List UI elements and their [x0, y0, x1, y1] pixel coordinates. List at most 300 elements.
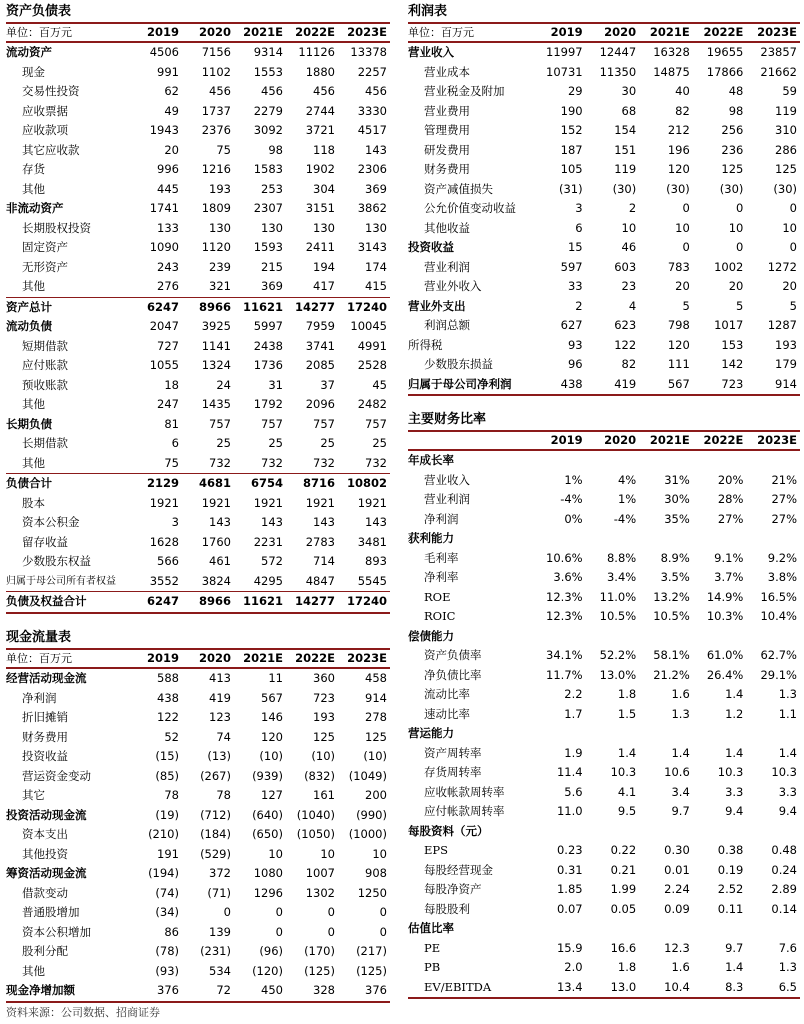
- income-row-label: 利润总额: [424, 318, 470, 332]
- balance-row: [6, 42, 390, 63]
- cashflow-year-header: 2023E: [338, 649, 390, 668]
- ratios-row: [408, 744, 800, 764]
- cashflow-row-value: 914: [365, 690, 387, 705]
- balance-row: [6, 356, 390, 376]
- balance-row-value: 3092: [253, 123, 283, 137]
- income-row: [408, 102, 800, 122]
- ratios-row: [408, 568, 800, 588]
- cashflow-row-value: 10: [372, 846, 387, 861]
- income-row-value: 0: [682, 201, 690, 215]
- ratios-row-value: 11.0: [556, 804, 583, 818]
- ratios-row-value: 0.09: [664, 901, 690, 916]
- balance-year-header: 2023E: [338, 23, 390, 42]
- balance-row-value: 194: [313, 259, 335, 274]
- cashflow-row-value: (10): [311, 749, 335, 763]
- income-row-value: 723: [693, 375, 747, 396]
- income-row-value: 10: [728, 220, 744, 235]
- income-row-value: 98: [728, 103, 744, 118]
- balance-row-label: 少数股东权益: [22, 554, 91, 568]
- income-row-value: 5: [736, 298, 744, 313]
- balance-row-value: 2376: [201, 123, 231, 137]
- cashflow-row-label: 借款变动: [22, 885, 68, 900]
- income-row-label: 所得税: [408, 337, 443, 352]
- balance-row-value: 4681: [182, 474, 234, 494]
- balance-row-label: 现金: [22, 64, 45, 79]
- ratios-row-value: 9.7: [725, 940, 744, 955]
- cashflow-row-value: 1007: [305, 866, 335, 880]
- income-row: [408, 160, 800, 180]
- cashflow-row-value: 1296: [253, 885, 283, 900]
- ratios-row: [408, 861, 800, 881]
- balance-row-value: 1216: [201, 162, 231, 176]
- balance-row-value: 11126: [298, 45, 335, 59]
- ratios-row-label: 资产周转率: [424, 745, 482, 760]
- balance-row-value: 732: [261, 455, 283, 470]
- ratios-row-value: 0.05: [610, 901, 637, 916]
- ratios-row-value: 1.4: [617, 745, 637, 760]
- income-year-header: 2021E: [639, 23, 693, 42]
- ratios-group-label: 营运能力: [408, 726, 454, 740]
- ratios-row: [408, 939, 800, 959]
- cashflow-row-value: 1080: [253, 866, 283, 880]
- cash-flow-panel: [6, 628, 390, 1003]
- income-row: [408, 199, 800, 219]
- balance-row-label: 存货: [22, 162, 45, 176]
- cashflow-row-value: (231): [200, 944, 231, 958]
- balance-row-value: 1102: [201, 64, 231, 79]
- income-statement-panel: [408, 2, 800, 396]
- balance-unit-label: 单位：百万元: [6, 23, 130, 42]
- cashflow-row-value: (13): [207, 749, 231, 763]
- income-row-value: 82: [621, 357, 637, 371]
- income-row-label: 归属于母公司净利润: [408, 375, 532, 396]
- balance-row-value: 2047: [149, 319, 179, 333]
- balance-row-value: 415: [365, 279, 387, 293]
- cashflow-row-value: (990): [356, 807, 387, 822]
- balance-row: [6, 395, 390, 415]
- balance-row-value: 98: [268, 142, 283, 157]
- balance-row-label: 其他: [22, 397, 45, 411]
- balance-row-value: 456: [313, 84, 335, 98]
- cashflow-row-value: 52: [164, 729, 179, 744]
- income-year-header: 2019: [532, 23, 586, 42]
- income-row-value: 603: [614, 259, 637, 274]
- balance-row-label: 负债合计: [6, 474, 130, 494]
- income-row-value: 14875: [653, 64, 690, 79]
- balance-row-value: 11621: [234, 592, 286, 613]
- ratios-row-value: 1.4: [778, 745, 797, 760]
- ratios-row-value: 61.0%: [706, 648, 744, 662]
- ratios-table: [408, 430, 800, 999]
- ratios-row-value: 10.6: [664, 765, 690, 779]
- cashflow-row-value: 200: [365, 788, 387, 802]
- balance-row: [6, 82, 390, 102]
- balance-row-label: 无形资产: [22, 259, 68, 274]
- balance-row-value: 3862: [357, 201, 387, 215]
- ratios-row-value: 58.1%: [653, 648, 690, 662]
- ratios-header-row: [408, 431, 800, 450]
- income-row-value: 40: [675, 84, 690, 98]
- cashflow-row-value: 120: [261, 729, 283, 744]
- balance-row-value: 276: [157, 279, 179, 293]
- balance-row-value: 3824: [201, 573, 231, 588]
- ratios-row-value: 2.89: [771, 882, 797, 896]
- balance-row-value: 193: [209, 181, 231, 196]
- balance-row-value: 7156: [201, 45, 231, 59]
- balance-row: [6, 415, 390, 435]
- income-row-label: 营业成本: [424, 64, 470, 79]
- income-row-value: 10731: [546, 64, 583, 79]
- income-row-value: 1287: [767, 318, 797, 332]
- ratios-row-value: 0.22: [610, 843, 637, 857]
- income-row-value: 187: [560, 142, 583, 157]
- cashflow-row: [6, 884, 390, 904]
- income-row-value: 6: [575, 220, 583, 235]
- balance-row-value: 714: [313, 554, 335, 568]
- ratios-row-value: 7.6: [778, 940, 797, 955]
- cashflow-unit-label: 单位：百万元: [6, 649, 130, 668]
- balance-row-value: 2411: [305, 240, 335, 254]
- income-row-value: 1002: [714, 259, 744, 274]
- cashflow-row-value: (71): [207, 885, 231, 900]
- cashflow-row-value: 78: [164, 788, 179, 802]
- income-row: [408, 336, 800, 356]
- ratios-group-row: [408, 450, 800, 471]
- cashflow-row-value: (184): [200, 827, 231, 841]
- balance-row-value: 49: [164, 103, 179, 118]
- cashflow-header-row: [6, 649, 390, 668]
- balance-row-value: 2085: [305, 358, 335, 372]
- ratios-year-header: 2023E: [746, 431, 800, 450]
- balance-row-value: 3552: [149, 573, 179, 588]
- income-row-label: 其他收益: [424, 220, 470, 235]
- cashflow-row-value: 534: [209, 963, 231, 978]
- balance-row-value: 5997: [253, 319, 283, 333]
- cashflow-row-label: 筹资活动现金流: [6, 866, 87, 880]
- income-row-value: 15: [567, 240, 583, 254]
- ratios-row-value: 10.4: [639, 978, 693, 999]
- cash-flow-title: 现金流量表: [6, 630, 72, 645]
- cashflow-row: [6, 668, 390, 689]
- ratios-row-value: 12.3%: [546, 609, 583, 623]
- balance-row-value: 2257: [357, 64, 387, 79]
- balance-row: [6, 238, 390, 258]
- balance-row-value: 17240: [338, 297, 390, 317]
- balance-row-value: 143: [365, 142, 387, 157]
- ratios-row-value: 10.3: [610, 765, 637, 779]
- income-row-value: 20: [675, 279, 690, 293]
- balance-row-value: 6247: [130, 297, 182, 317]
- cashflow-row: [6, 903, 390, 923]
- ratios-year-header: 2019: [532, 431, 586, 450]
- ratios-row-value: 20%: [717, 472, 744, 487]
- ratios-row-value: 1%: [617, 492, 637, 506]
- ratios-row-label: 速动比率: [424, 706, 470, 721]
- ratios-row-label: 净利率: [424, 570, 459, 584]
- income-row-value: 46: [621, 240, 637, 254]
- ratios-row-value: 4%: [617, 472, 637, 487]
- ratios-row: [408, 549, 800, 569]
- balance-row-value: 11621: [234, 297, 286, 317]
- cashflow-row-value: (210): [148, 827, 179, 841]
- balance-header-row: [6, 23, 390, 42]
- ratios-row: [408, 900, 800, 920]
- ratios-row-value: 1.3: [778, 687, 797, 701]
- income-row-value: 1017: [714, 318, 744, 332]
- ratios-row-value: 6.5: [746, 978, 800, 999]
- income-row-value: 125: [721, 162, 744, 176]
- ratios-row-value: 9.5: [617, 804, 637, 818]
- ratios-row-value: 9.1%: [714, 550, 744, 565]
- ratios-group-label: 获利能力: [408, 531, 454, 545]
- ratios-row: [408, 802, 800, 822]
- cashflow-row-value: (120): [252, 963, 283, 978]
- cashflow-row: [6, 864, 390, 884]
- cashflow-row-value: 193: [313, 710, 335, 724]
- balance-row-label: 资本公积金: [22, 515, 80, 529]
- cashflow-row-value: (93): [155, 963, 179, 978]
- income-row-label: 营业利润: [424, 259, 470, 274]
- balance-row-value: 75: [216, 142, 231, 157]
- ratios-row-value: 27%: [717, 511, 744, 526]
- ratios-row-value: 1.85: [556, 882, 583, 896]
- ratios-year-header: 2020: [586, 431, 640, 450]
- ratios-row-value: -4%: [560, 492, 583, 506]
- balance-row-value: 732: [209, 455, 231, 470]
- income-row-value: 597: [560, 259, 583, 274]
- ratios-year-header: 2021E: [639, 431, 693, 450]
- income-row-value: 151: [614, 142, 637, 157]
- balance-row-label: 非流动资产: [6, 201, 64, 215]
- balance-row: [6, 63, 390, 83]
- ratios-row-value: 1.5: [617, 706, 637, 721]
- cashflow-row-value: 908: [365, 866, 387, 880]
- income-row-value: 20: [782, 279, 797, 293]
- income-row-value: 438: [532, 375, 586, 396]
- balance-row-value: 572: [261, 554, 283, 568]
- income-row-value: 122: [614, 337, 637, 352]
- balance-row-value: 133: [157, 220, 179, 235]
- balance-row: [6, 434, 390, 454]
- income-row-value: 10: [621, 220, 637, 235]
- cashflow-row-label: 其它: [22, 788, 45, 802]
- income-row: [408, 297, 800, 317]
- balance-row-value: 757: [365, 416, 387, 431]
- cashflow-row-value: 450: [234, 981, 286, 1002]
- income-row: [408, 355, 800, 375]
- income-row-value: 190: [560, 103, 583, 118]
- ratios-row: [408, 880, 800, 900]
- income-row-value: 4: [628, 298, 637, 313]
- cashflow-row-value: 0: [379, 924, 387, 939]
- income-unit-label: 单位：百万元: [408, 23, 532, 42]
- income-row-value: 623: [614, 318, 637, 332]
- balance-row-value: 75: [164, 455, 179, 470]
- ratios-row: [408, 978, 800, 999]
- ratios-row-label: PB: [424, 960, 441, 974]
- cashflow-row-value: (170): [304, 944, 335, 958]
- cashflow-row-value: (19): [155, 807, 179, 822]
- ratios-row-value: 21.2%: [653, 667, 690, 682]
- balance-row: [6, 494, 390, 514]
- ratios-row-value: 0.38: [717, 843, 744, 857]
- cashflow-row-value: (78): [155, 944, 179, 958]
- income-row-label: 营业外支出: [408, 298, 466, 313]
- cashflow-row-label: 其他投资: [22, 846, 68, 861]
- cashflow-row: [6, 728, 390, 748]
- income-row-value: 125: [775, 162, 797, 176]
- balance-row-label: 资产总计: [6, 297, 130, 317]
- ratios-row-label: 流动比率: [424, 687, 470, 701]
- income-row-value: 48: [728, 84, 744, 98]
- balance-row-value: 732: [313, 455, 335, 470]
- income-row: [408, 316, 800, 336]
- income-row-value: 0: [736, 240, 744, 254]
- balance-row-label: 流动负债: [6, 319, 52, 333]
- income-row-value: 23857: [760, 45, 797, 59]
- ratios-row-value: 0%: [564, 511, 583, 526]
- ratios-row-label: 应付帐款周转率: [424, 804, 505, 818]
- income-row-value: 627: [560, 318, 583, 332]
- cashflow-row-label: 经营活动现金流: [6, 671, 87, 685]
- income-row-value: 23: [621, 279, 637, 293]
- balance-row-value: 4517: [357, 123, 387, 137]
- income-row: [408, 180, 800, 200]
- balance-row-value: 143: [261, 515, 283, 529]
- balance-row-value: 2482: [357, 397, 387, 411]
- ratios-row-value: 3.4%: [606, 570, 637, 584]
- ratios-row-label: 净负债比率: [424, 667, 482, 682]
- balance-row-value: 3481: [357, 534, 387, 549]
- cashflow-row-value: (267): [200, 768, 231, 783]
- ratios-row-label: 净利润: [424, 511, 459, 526]
- balance-row-value: 25: [372, 436, 387, 450]
- balance-row-value: 1324: [201, 358, 231, 372]
- balance-row: [6, 552, 390, 572]
- cashflow-row-value: (1040): [296, 807, 335, 822]
- balance-row-value: 174: [365, 259, 387, 274]
- ratios-panel: [408, 410, 800, 999]
- ratios-group-label: 偿债能力: [408, 628, 454, 643]
- ratios-row-value: 0.23: [556, 843, 583, 857]
- cashflow-row-value: 278: [365, 710, 387, 724]
- balance-row-label: 流动资产: [6, 45, 52, 59]
- cashflow-row-value: 72: [182, 981, 234, 1002]
- ratios-row-label: ROE: [424, 589, 451, 604]
- balance-row-value: 893: [365, 554, 387, 568]
- income-year-header: 2023E: [746, 23, 800, 42]
- cashflow-row-label: 财务费用: [22, 729, 68, 744]
- balance-row-value: 25: [268, 436, 283, 450]
- cashflow-row-value: (1050): [296, 827, 335, 841]
- ratios-row-value: 3.6%: [553, 570, 583, 584]
- cashflow-row-value: 146: [261, 710, 283, 724]
- balance-row-label: 长期负债: [6, 416, 52, 431]
- balance-year-header: 2021E: [234, 23, 286, 42]
- balance-row-value: 14277: [286, 592, 338, 613]
- income-row-value: 11997: [546, 45, 583, 59]
- balance-row-value: 1090: [149, 240, 179, 254]
- cashflow-row-value: (217): [356, 944, 387, 958]
- ratios-row-label: ROIC: [424, 609, 456, 623]
- cashflow-row-value: (15): [155, 749, 179, 763]
- ratios-row-value: 15.9: [556, 940, 583, 955]
- income-row-value: 2: [575, 298, 583, 313]
- balance-row-value: 2744: [305, 103, 335, 118]
- cashflow-row-value: 74: [216, 729, 231, 744]
- balance-row-value: 1593: [253, 240, 283, 254]
- balance-row-label: 应收款项: [22, 123, 68, 137]
- ratios-row-value: 9.4: [725, 804, 744, 818]
- income-year-header: 2020: [586, 23, 640, 42]
- ratios-row: [408, 958, 800, 978]
- balance-row-value: 2783: [305, 534, 335, 549]
- income-row-label: 资产减值损失: [424, 181, 493, 196]
- balance-row: [6, 474, 390, 494]
- cashflow-row-label: 投资活动现金流: [6, 807, 87, 822]
- ratios-row-value: 1.6: [671, 960, 690, 974]
- cashflow-row-value: (85): [155, 768, 179, 783]
- ratios-row: [408, 510, 800, 530]
- balance-row-value: 1792: [253, 397, 283, 411]
- ratios-title: 主要财务比率: [408, 412, 487, 427]
- income-statement-title: 利润表: [408, 4, 448, 19]
- cashflow-row: [6, 708, 390, 728]
- income-row-label: 管理费用: [424, 123, 470, 137]
- ratios-row-value: 29.1%: [760, 667, 797, 682]
- income-row-value: 119: [614, 162, 637, 176]
- income-row-value: 236: [721, 142, 744, 157]
- balance-row-value: 757: [261, 416, 283, 431]
- cashflow-year-header: 2019: [130, 649, 182, 668]
- cashflow-row-value: (74): [155, 885, 179, 900]
- balance-row-value: 239: [209, 259, 231, 274]
- balance-row-value: 143: [313, 515, 335, 529]
- balance-row: [6, 533, 390, 553]
- balance-row-value: 25: [320, 436, 335, 450]
- balance-row-label: 长期股权投资: [22, 220, 91, 235]
- balance-row-value: 2096: [305, 397, 335, 411]
- cashflow-row-value: 0: [327, 905, 335, 919]
- balance-row-value: 2231: [253, 534, 283, 549]
- income-statement-table: [408, 22, 800, 396]
- income-row: [408, 238, 800, 258]
- ratios-row-value: 34.1%: [546, 648, 583, 662]
- income-row-value: 21662: [760, 64, 797, 79]
- ratios-year-header: 2022E: [693, 431, 747, 450]
- cashflow-row: [6, 845, 390, 865]
- source-footnote: 资料来源：公司数据、招商证券: [6, 1006, 160, 1019]
- balance-row-value: 8966: [182, 297, 234, 317]
- income-row-value: 0: [789, 201, 797, 215]
- ratios-row-value: 35%: [664, 511, 690, 526]
- ratios-row-value: 13.2%: [653, 589, 690, 604]
- income-row-value: 3: [575, 201, 583, 215]
- balance-row-value: 1921: [149, 495, 179, 510]
- balance-row: [6, 141, 390, 161]
- balance-row-value: 3: [171, 515, 179, 529]
- balance-row-value: 996: [157, 162, 179, 176]
- income-row-value: 120: [667, 162, 690, 176]
- balance-row-label: 预收账款: [22, 377, 68, 392]
- income-row-label: 营业费用: [424, 103, 470, 118]
- income-row-value: 0: [682, 240, 690, 254]
- cashflow-row-value: 372: [209, 866, 231, 880]
- cashflow-row-value: 0: [223, 905, 231, 919]
- ratios-row-value: 10.5%: [653, 609, 690, 623]
- ratios-row-value: 27%: [771, 492, 797, 506]
- balance-row-value: 14277: [286, 297, 338, 317]
